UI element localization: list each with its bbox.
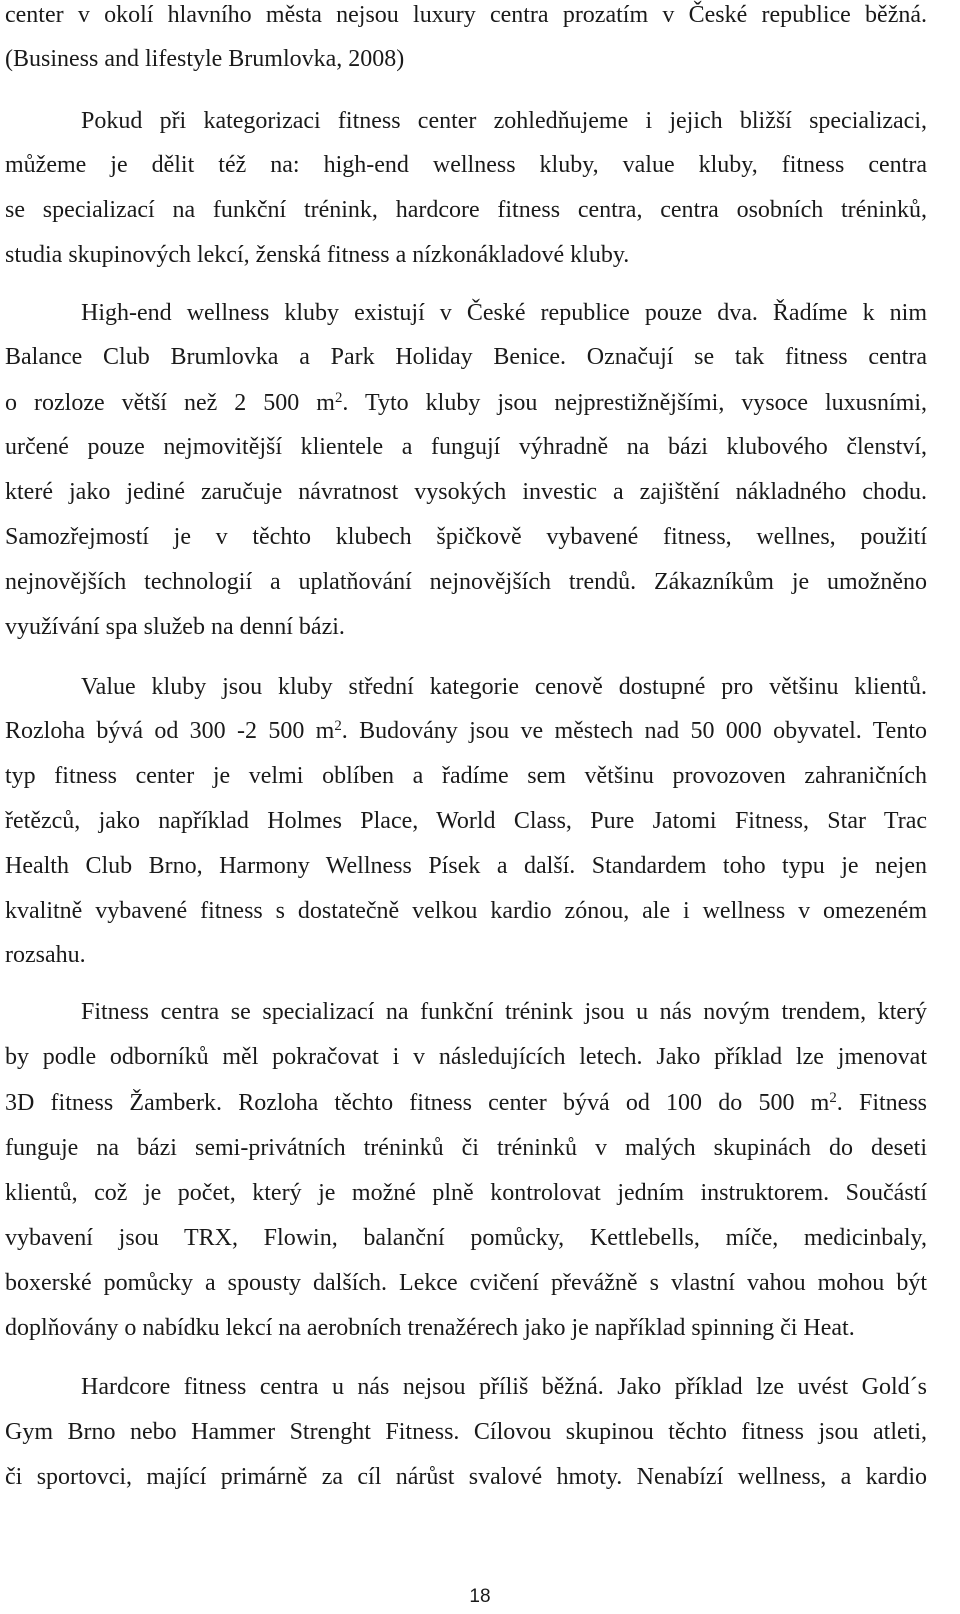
text-line: kvalitně vybavené fitness s dostatečně velkou kardio zónou, ale i wellness v omezeném bbox=[5, 898, 927, 924]
text-segment: 3D fitness Žamberk. Rozloha těchto fitness center bývá od 100 do 500 m bbox=[5, 1090, 830, 1116]
text-line: studia skupinových lekcí, ženská fitness a nízkonákladové kluby. bbox=[5, 242, 630, 268]
text-line: můžeme je dělit též na: high-end wellness kluby, value kluby, fitness centra bbox=[5, 152, 927, 178]
text-line: High-end wellness kluby existují v České republice pouze dva. Řadíme k nim bbox=[81, 300, 927, 326]
text-line: by podle odborníků měl pokračovat i v následujících letech. Jako příklad lze jmenovat bbox=[5, 1044, 927, 1070]
text-line: (Business and lifestyle Brumlovka, 2008) bbox=[5, 46, 405, 72]
text-segment: . Tyto kluby jsou nejprestižnějšími, vysoce luxusními, bbox=[342, 390, 927, 416]
text-line: Balance Club Brumlovka a Park Holiday Benice. Označují se tak fitness centra bbox=[5, 344, 927, 370]
text-line: Samozřejmostí je v těchto klubech špičkově vybavené fitness, wellnes, použití bbox=[5, 524, 927, 550]
text-line: Health Club Brno, Harmony Wellness Písek a další. Standardem toho typu je nejen bbox=[5, 853, 927, 879]
text-line: Pokud při kategorizaci fitness center zohledňujeme i jejich bližší specializaci, bbox=[81, 108, 927, 134]
text-line: se specializací na funkční trénink, hardcore fitness centra, centra osobních tréninků, bbox=[5, 197, 927, 223]
text-line: Gym Brno nebo Hammer Strenght Fitness. Cílovou skupinou těchto fitness jsou atleti, bbox=[5, 1419, 927, 1445]
page-number: 18 bbox=[469, 1586, 491, 1607]
text-line: center v okolí hlavního města nejsou luxury centra prozatím v České republice běžná. bbox=[5, 2, 927, 28]
text-segment: . Fitness bbox=[836, 1090, 928, 1116]
superscript: 2 bbox=[334, 717, 342, 734]
text-line bbox=[5, 1088, 927, 1118]
text-line: které jako jediné zaručuje návratnost vysokých investic a zajištění nákladného chodu. bbox=[5, 479, 927, 505]
text-line bbox=[5, 388, 927, 418]
text-segment: Rozloha bývá od 300 -2 500 m bbox=[5, 718, 335, 744]
text-line: funguje na bázi semi-privátních tréninků či tréninků v malých skupinách do deseti bbox=[5, 1135, 927, 1161]
text-line: klientů, což je počet, který je možné plně kontrolovat jedním instruktorem. Součástí bbox=[5, 1180, 927, 1206]
text-line: či sportovci, mající primárně za cíl nárůst svalové hmoty. Nenabízí wellness, a kardio bbox=[5, 1464, 927, 1490]
text-line: řetězců, jako například Holmes Place, World Class, Pure Jatomi Fitness, Star Trac bbox=[5, 808, 927, 834]
text-line bbox=[5, 716, 927, 746]
superscript: 2 bbox=[829, 1089, 837, 1106]
text-segment: . Budovány jsou ve městech nad 50 000 obyvatel. Tento bbox=[341, 718, 927, 744]
text-line: typ fitness center je velmi oblíben a řadíme sem většinu provozoven zahraničních bbox=[5, 763, 927, 789]
text-line: využívání spa služeb na denní bázi. bbox=[5, 614, 345, 640]
superscript: 2 bbox=[334, 389, 343, 406]
text-line: rozsahu. bbox=[5, 942, 86, 968]
text-line: boxerské pomůcky a spousty dalších. Lekce cvičení převážně s vlastní vahou mohou být bbox=[5, 1270, 927, 1296]
text-line: určené pouze nejmovitější klientele a fungují výhradně na bázi klubového členství, bbox=[5, 434, 927, 460]
text-line: Hardcore fitness centra u nás nejsou příliš běžná. Jako příklad lze uvést Gold´s bbox=[81, 1374, 927, 1400]
text-line: vybavení jsou TRX, Flowin, balanční pomůcky, Kettlebells, míče, medicinbaly, bbox=[5, 1225, 927, 1251]
text-segment: o rozloze větší než 2 500 m bbox=[5, 390, 335, 416]
text-line: nejnovějších technologií a uplatňování nejnovějších trendů. Zákazníkům je umožněno bbox=[5, 569, 927, 595]
text-line: Fitness centra se specializací na funkční trénink jsou u nás novým trendem, který bbox=[81, 999, 927, 1025]
text-line: Value kluby jsou kluby střední kategorie cenově dostupné pro většinu klientů. bbox=[81, 674, 927, 700]
text-line: doplňovány o nabídku lekcí na aerobních trenažérech jako je například spinning či Heat. bbox=[5, 1315, 855, 1341]
